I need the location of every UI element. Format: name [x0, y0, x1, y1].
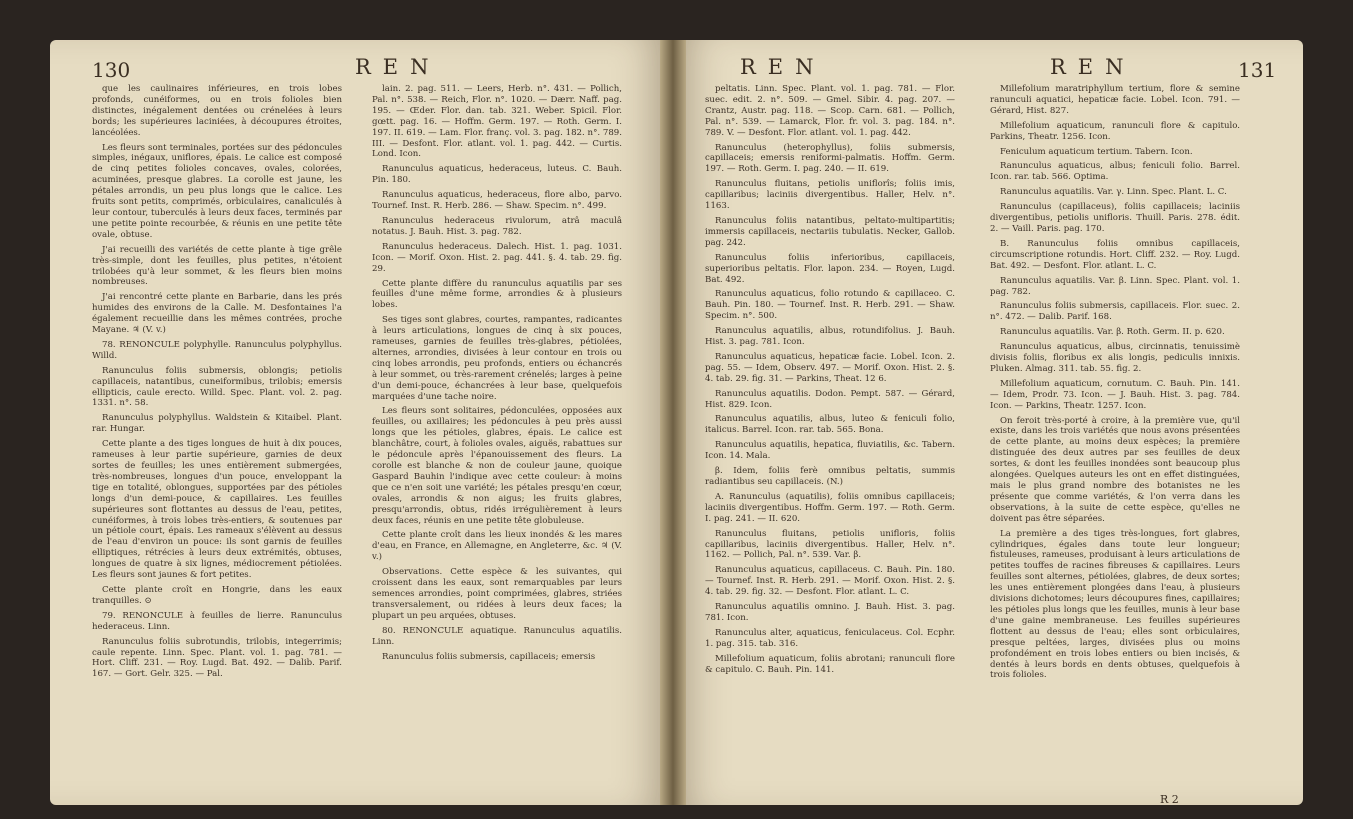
- paragraph: Ranunculus aquaticus, albus, circinnatis, tenuissimè divisis foliis, floribus ex alis longis, pediculis innixis. Pluken. Almag. 311. tab. 55. fig. 2.: [990, 342, 1240, 374]
- paragraph: J'ai recueilli des variétés de cette plante à tige grêle très-simple, dont les feuilles, plus petites, n'étoient trilobées qu'à leur sommet, & les fleurs bien moins nombreuses.: [92, 244, 342, 288]
- paragraph: La première a des tiges très-longues, fort glabres, cylindriques, égales dans toute leur longueur; fistuleuses, rameuses, produisant à leurs articulations de petites touffes de racines fibreuses & capillaires. Leurs feuilles sont alternes, pétiolées, glabres, de deux sortes; les unes entièrement plongées dans l'eau, à plusieurs divisions dichotomes; leurs découpures fines, capillaires; les pétioles plus longs que les feuilles, munis à leur base d'une gaine membraneuse. Les feuilles supérieures flottent au dessus de l'eau; elles sont orbiculaires, presque peltées, larges, divisées plus ou moins profondément en trois lobes entiers ou bien incisés, & dentés à leurs bords en dents obtuses, quelquefois à trois folioles.: [990, 528, 1240, 681]
- paragraph: Ranunculus aquaticus, capillaceus. C. Bauh. Pin. 180. — Tournef. Inst. R. Herb. 291. — Morif. Oxon. Hist. 2. §. 4. tab. 29. fig. 32. — Desfont. Flor. atlant. L. C.: [705, 565, 955, 598]
- paragraph: Ranunculus foliis natantibus, peltato-multipartitis; immersis capillaceis, nectariis tubulatis. Necker, Gallob. pag. 242.: [705, 215, 955, 248]
- left-page-number: 130: [92, 58, 131, 82]
- paragraph: Ranunculus foliis submersis, capillaceis. Flor. suec. 2. n°. 472. — Dalib. Parif. 168.: [990, 301, 1240, 323]
- paragraph: J'ai rencontré cette plante en Barbarie, dans les prés humides des environs de la Calle. M. Desfontaines l'a également recueillie dans les mêmes contrées, proche Mayane. ♃ (V. v.): [92, 292, 342, 336]
- paragraph: Ranunculus aquatilis. Dodon. Pempt. 587. — Gérard, Hist. 829. Icon.: [705, 388, 955, 410]
- paragraph: Ranunculus aquaticus, albus; feniculi folio. Barrel. Icon. rar. tab. 566. Optima.: [990, 161, 1240, 183]
- paragraph: Cette plante croît dans les lieux inondés & les mares d'eau, en France, en Allemagne, en Angleterre, &c. ♃ (V. v.): [372, 530, 622, 563]
- paragraph: β. Idem, foliis ferè omnibus peltatis, summis radiantibus seu capillaceis. (N.): [705, 466, 955, 487]
- paragraph: Ranunculus aquaticus, hederaceus, luteus. C. Bauh. Pin. 180.: [372, 164, 622, 186]
- paragraph: Ranunculus aquatilis. Var. β. Linn. Spec. Plant. vol. 1. pag. 782.: [990, 275, 1240, 297]
- paragraph: A. Ranunculus (aquatilis), foliis omnibus capillaceis; laciniis divergentibus. Hoffm. Germ. 197. — Roth. Germ. I. pag. 241. — II. 620.: [705, 491, 955, 524]
- right-column-2: [990, 84, 1240, 685]
- paragraph: peltatis. Linn. Spec. Plant. vol. 1. pag. 781. — Flor. suec. edit. 2. n°. 509. — Gmel. Sibir. 4. pag. 207. — Crantz, Austr. pag. 118. — Scop. Carn. 681. — Pollich, Pal. n°. 539. — Lamarck, Flor. fr. vol. 3. pag. 184. n°. 789. V. — Desfont. Flor. atlant. vol. 1. pag. 442.: [705, 84, 955, 138]
- paragraph: Ses tiges sont glabres, courtes, rampantes, radicantes à leurs articulations, longues de cinq à six pouces, rameuses, garnies de feuilles très-glabres, pétiolées, alternes, arrondies, divisées à leur contour en trois ou cinq lobes arrondis, peu profonds, entiers ou échancrés à leur sommet, ou très-rarement crénelés; larges à peine d'un demi-pouce, échancrées à leur base, quelquefois marquées d'une tache noire.: [372, 315, 622, 402]
- paragraph: Ranunculus aquatilis, albus, luteo & feniculi folio, italicus. Barrel. Icon. rar. tab. 565. Bona.: [705, 414, 955, 436]
- paragraph: Cette plante diffère du ranunculus aquatilis par ses feuilles d'une même forme, arrondies & à plusieurs lobes.: [372, 278, 622, 311]
- paragraph: Ranunculus hederaceus rivulorum, atrâ maculâ notatus. J. Bauh. Hist. 3. pag. 782.: [372, 215, 622, 237]
- right-running-head-right: REN: [1050, 55, 1136, 79]
- paragraph: Ranunculus aquaticus, hederaceus, flore albo, parvo. Tournef. Inst. R. Herb. 286. — Shaw. Specim. n°. 499.: [372, 190, 622, 212]
- paragraph: Millefolium aquaticum, foliis abrotani; ranunculi flore & capitulo. C. Bauh. Pin. 141.: [705, 653, 955, 675]
- paragraph: Ranunculus foliis submersis, capillaceis; emersis: [382, 651, 596, 662]
- left-column-1: [92, 84, 342, 684]
- paragraph: Millefolium aquaticum, cornutum. C. Bauh. Pin. 141. — Idem, Prodr. 73. Icon. — J. Bauh. Hist. 3. pag. 784. Icon. — Parkins, Theatr. 1257. Icon.: [990, 378, 1240, 411]
- left-running-head: REN: [355, 55, 441, 79]
- paragraph: Ranunculus alter, aquaticus, feniculaceus. Col. Ecphr. 1. pag. 315. tab. 316.: [705, 627, 955, 649]
- paragraph: Les fleurs sont solitaires, pédonculées, opposées aux feuilles, ou axillaires; les pédoncules à peu près aussi longs que les pétioles, glabres, épais. Le calice est blanchâtre, court, à folioles ovales, aiguës, rabattues sur le pédoncule après l'épanouissement des fleurs. La corolle est blanche & non de couleur jaune, quoique Gaspard Bauhin l'indique avec cette couleur: à moins que ce n'en soit une variété; les pétales presqu'en cœur, ovales, arrondis & non aigus; les fruits glabres, presqu'arrondis, obtus, ridés irrégulièrement à leurs deux faces, réunis en une petite tête globuleuse.: [372, 406, 622, 526]
- paragraph: Cette plante croît en Hongrie, dans les eaux tranquilles. ⊙: [92, 584, 342, 606]
- paragraph: 79. RENONCULE à feuilles de lierre. Ranunculus hederaceus. Linn.: [92, 610, 342, 632]
- paragraph: Ranunculus aquatilis. Var. γ. Linn. Spec. Plant. L. C.: [1000, 187, 1227, 198]
- right-column-1: [705, 84, 955, 680]
- paragraph: 78. RENONCULE polyphylle. Ranunculus polyphyllus. Willd.: [92, 339, 342, 361]
- paragraph: Ranunculus fluitans, petiolis uniflorîs; foliis imis, capillaribus; laciniis divergentibus. Haller, Helv. n°. 1163.: [705, 179, 955, 212]
- paragraph: Ranunculus foliis subrotundis, trilobis, integerrimis; caule repente. Linn. Spec. Plant. vol. 1. pag. 781. — Hort. Cliff. 231. — Roy. Lugd. Bat. 492. — Dalib. Parif. 167. — Gort. Gelr. 325. — Pal.: [92, 636, 342, 680]
- paragraph: Ranunculus aquatilis omnino. J. Bauh. Hist. 3. pag. 781. Icon.: [705, 602, 955, 623]
- paragraph: Millefolium maratriphyllum tertium, flore & semine ranunculi aquatici, hepaticæ facie. Lobel. Icon. 791. — Gérard, Hist. 827.: [990, 84, 1240, 116]
- paragraph: lain. 2. pag. 511. — Leers, Herb. n°. 431. — Pollich, Pal. n°. 538. — Reich, Flor. n°. 1020. — Dærr. Naff. pag. 195. — Œder. Flor. dan. tab. 321. Weber. Spicil. Flor. gœtt. pag. 16. — Hoffm. Germ. 197. — Roth. Germ. I. 197. II. 619. — Lam. Flor. franç. vol. 3. pag. 182. n°. 789. III. — Desfont. Flor. atlant. vol. 1. pag. 442. — Curtis. Lond. Icon.: [372, 84, 622, 160]
- book-gutter: [660, 40, 686, 805]
- paragraph: Cette plante a des tiges longues de huit à dix pouces, rameuses à leur partie supérieure, garnies de deux sortes de feuilles; les unes entièrement submergées, très-nombreuses, longues d'un pouce, enveloppant la tige en totalité, oblongues, supportées par des pétioles longs d'un demi-pouce, & capillaires. Les feuilles supérieures sont flottantes au dessus de l'eau, petites, cunéiformes, à trois lobes très-entiers, & soutenues par un pétiole court, épais. Les rameaux s'élèvent au dessus de l'eau d'environ un pouce: ils sont garnis de feuilles elliptiques, rétrécies à leurs deux extrémités, obtuses, longues de quatre à six lignes, médiocrement pétiolées. Les fleurs sont jaunes & fort petites.: [92, 439, 342, 581]
- paragraph: Millefolium aquaticum, ranunculi flore & capitulo. Parkins, Theatr. 1256. Icon.: [990, 120, 1240, 142]
- paragraph: Ranunculus (capillaceus), foliis capillaceis; laciniis divergentibus, petiolis unifloris. Thuill. Paris. 278. édit. 2. — Vaill. Paris. pag. 170.: [990, 202, 1240, 234]
- paragraph: Ranunculus fluitans, petiolis unifloris, foliis capillaribus, laciniis divergentibus. Haller, Helv. n°. 1162. — Pollich, Pal. n°. 539. Var. β.: [705, 528, 955, 561]
- left-column-2: [372, 84, 622, 666]
- paragraph: On feroit très-porté à croire, à la première vue, qu'il existe, dans les trois variétés que nous avons présentées de cette plante, au moins deux espèces; la première distinguée des deux autres par ses feuilles de deux sortes, & dont les feuilles inondées sont beaucoup plus alongées. Quelques auteurs les ont en effet distinguées, mais le plus grand nombre des botanistes ne les présente que comme variétés, & l'on verra dans les observations, à la suite de cette espèce, qu'elles ne doivent pas être séparées.: [990, 415, 1240, 524]
- paragraph: Ranunculus aquatilis. Var. β. Roth. Germ. II. p. 620.: [1000, 327, 1225, 338]
- paragraph: que les caulinaires inférieures, en trois lobes profonds, cunéiformes, ou en trois folioles bien distinctes, inégalement dentées ou crénelées à leurs bords; les supérieures laciniées, à découpures étroites, lancéolées.: [92, 84, 342, 138]
- paragraph: Feniculum aquaticum tertium. Tabern. Icon.: [1000, 146, 1193, 157]
- paragraph: Ranunculus aquaticus, hepaticæ facie. Lobel. Icon. 2. pag. 55. — Idem, Observ. 497. — Morif. Oxon. Hist. 2. §. 4. tab. 29. fig. 31. — Parkins, Theat. 12 6.: [705, 351, 955, 384]
- paragraph: Ranunculus aquaticus, folio rotundo & capillaceo. C. Bauh. Pin. 180. — Tournef. Inst. R. Herb. 291. — Shaw. Specim. n°. 500.: [705, 289, 955, 322]
- paragraph: Observations. Cette espèce & les suivantes, qui croissent dans les eaux, sont remarquables par leurs semences arrondies, point comprimées, glabres, striées transversalement, ou ridées à leurs deux faces; la plupart un peu arquées, obtuses.: [372, 567, 622, 621]
- paragraph: Ranunculus aquatilis, hepatica, fluviatilis, &c. Tabern. Icon. 14. Mala.: [705, 440, 955, 462]
- paragraph: 80. RENONCULE aquatique. Ranunculus aquatilis. Linn.: [372, 625, 622, 647]
- paragraph: Ranunculus hederaceus. Dalech. Hist. 1. pag. 1031. Icon. — Morif. Oxon. Hist. 2. pag. 441. §. 4. tab. 29. fig. 29.: [372, 241, 622, 274]
- paragraph: Ranunculus (heterophyllus), foliis submersis, capillaceis; emersis reniformi-palmatis. Hoffm. Germ. 197. — Roth. Germ. I. pag. 240. — II. 619.: [705, 142, 955, 175]
- paragraph: B. Ranunculus foliis omnibus capillaceis, circumscriptione rotundis. Hort. Cliff. 232. — Roy. Lugd. Bat. 492. — Desfont. Flor. atlant. L. C.: [990, 238, 1240, 271]
- right-page-number: 131: [1238, 58, 1277, 82]
- paragraph: Ranunculus polyphyllus. Waldstein & Kitaibel. Plant. rar. Hungar.: [92, 413, 342, 435]
- right-running-head-left: REN: [740, 55, 826, 79]
- signature-mark: R 2: [1160, 793, 1179, 806]
- paragraph: Ranunculus foliis inferioribus, capillaceis, superioribus peltatis. Flor. lapon. 234. — Royen, Lugd. Bat. 492.: [705, 252, 955, 285]
- paragraph: Les fleurs sont terminales, portées sur des pédoncules simples, inégaux, uniflores, épais. Le calice est composé de cinq petites folioles concaves, ovales, colorées, acuminées, presque glabres. La corolle est jaune, les pétales arrondis, un peu plus longs que le calice. Les fruits sont petits, comprimés, orbiculaires, canaliculés à leur contour, tuberculés à leurs deux faces, terminés par une petite pointe recourbée, & réunis en une petite tête ovale, obtuse.: [92, 142, 342, 240]
- paragraph: Ranunculus foliis submersis, oblongis; petiolis capillaceis, natantibus, cuneiformibus, trilobis; emersis ellipticis, caule erecto. Willd. Spec. Plant. vol. 2. pag. 1331. n°. 58.: [92, 365, 342, 409]
- paragraph: Ranunculus aquatilis, albus, rotundifolius. J. Bauh. Hist. 3. pag. 781. Icon.: [705, 326, 955, 348]
